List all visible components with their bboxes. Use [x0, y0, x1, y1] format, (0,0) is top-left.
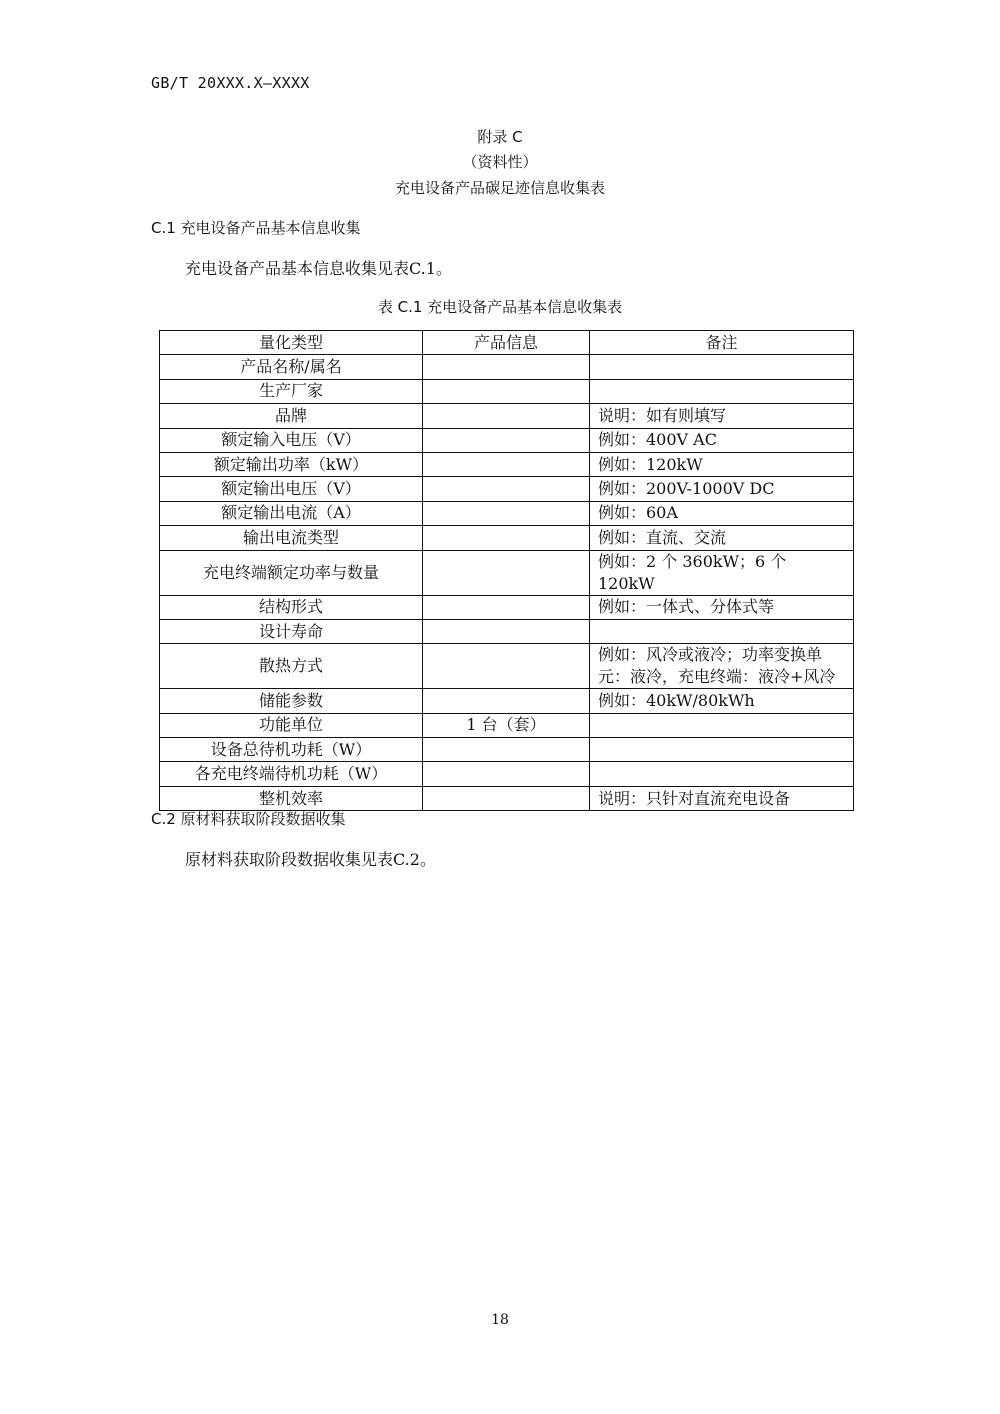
cell-info [423, 595, 590, 619]
cell-info [423, 619, 590, 643]
table-row [160, 428, 854, 452]
cell-note [590, 619, 854, 643]
section-c1-paragraph: 充电设备产品基本信息收集见表C.1。 [185, 259, 452, 278]
cell-note [590, 379, 854, 403]
cell-info [423, 644, 590, 689]
cell-type: 额定输入电压（V） [160, 428, 423, 452]
table-row [160, 713, 854, 737]
table-row [160, 477, 854, 501]
cell-info [423, 786, 590, 810]
cell-info [423, 689, 590, 713]
cell-note: 例如：60A [590, 501, 854, 525]
cell-note: 说明：如有则填写 [590, 404, 854, 428]
cell-type: 充电终端额定功率与数量 [160, 550, 423, 595]
table-row [160, 526, 854, 550]
cell-note: 说明：只针对直流充电设备 [590, 786, 854, 810]
table-row [160, 644, 854, 689]
column-header-type: 量化类型 [160, 331, 423, 355]
cell-type: 散热方式 [160, 644, 423, 689]
cell-info [423, 501, 590, 525]
cell-type: 设计寿命 [160, 619, 423, 643]
cell-info [423, 355, 590, 379]
cell-type: 设备总待机功耗（W） [160, 738, 423, 762]
cell-info [423, 404, 590, 428]
section-c2-heading: C.2 原材料获取阶段数据收集 [151, 810, 346, 828]
cell-type: 输出电流类型 [160, 526, 423, 550]
table-row [160, 762, 854, 786]
section-c2-paragraph: 原材料获取阶段数据收集见表C.2。 [185, 850, 436, 869]
table-header-row [160, 331, 854, 355]
cell-note: 例如：2 个 360kW；6 个 120kW [590, 550, 854, 595]
cell-info [423, 379, 590, 403]
section-c1-heading: C.1 充电设备产品基本信息收集 [151, 219, 361, 237]
cell-note [590, 713, 854, 737]
table-row [160, 595, 854, 619]
cell-note: 例如：直流、交流 [590, 526, 854, 550]
cell-type: 结构形式 [160, 595, 423, 619]
cell-type: 额定输出电压（V） [160, 477, 423, 501]
cell-info [423, 762, 590, 786]
cell-note [590, 738, 854, 762]
standard-code: GB/T 20XXX.X—XXXX [151, 74, 310, 92]
table-row [160, 689, 854, 713]
table-row [160, 550, 854, 595]
cell-type: 整机效率 [160, 786, 423, 810]
cell-info [423, 477, 590, 501]
cell-info [423, 428, 590, 452]
cell-type: 各充电终端待机功耗（W） [160, 762, 423, 786]
cell-type: 储能参数 [160, 689, 423, 713]
appendix-nature: （资料性） [462, 153, 538, 171]
column-header-info: 产品信息 [423, 331, 590, 355]
cell-note [590, 355, 854, 379]
cell-type: 额定输出电流（A） [160, 501, 423, 525]
cell-note [590, 762, 854, 786]
cell-type: 生产厂家 [160, 379, 423, 403]
appendix-subtitle: 充电设备产品碳足迹信息收集表 [394, 179, 605, 197]
table-row [160, 501, 854, 525]
table-row [160, 355, 854, 379]
cell-note: 例如：400V AC [590, 428, 854, 452]
cell-note: 例如：120kW [590, 452, 854, 476]
cell-note: 例如：200V-1000V DC [590, 477, 854, 501]
table-row [160, 452, 854, 476]
appendix-title: 附录 C [477, 128, 523, 146]
table-row [160, 619, 854, 643]
column-header-note: 备注 [590, 331, 854, 355]
cell-info [423, 526, 590, 550]
cell-info [423, 550, 590, 595]
table-row [160, 379, 854, 403]
cell-type: 产品名称/属名 [160, 355, 423, 379]
cell-note: 例如：40kW/80kWh [590, 689, 854, 713]
cell-note: 例如：一体式、分体式等 [590, 595, 854, 619]
table-row [160, 738, 854, 762]
page-number: 18 [491, 1312, 509, 1328]
cell-info: 1 台（套） [423, 713, 590, 737]
cell-note: 例如：风冷或液冷；功率变换单元：液冷，充电终端：液冷+风冷 [590, 644, 854, 689]
info-table [159, 330, 854, 811]
cell-info [423, 452, 590, 476]
cell-type: 功能单位 [160, 713, 423, 737]
cell-type: 额定输出功率（kW） [160, 452, 423, 476]
cell-type: 品牌 [160, 404, 423, 428]
cell-info [423, 738, 590, 762]
table-caption: 表 C.1 充电设备产品基本信息收集表 [377, 298, 623, 316]
table-row [160, 404, 854, 428]
